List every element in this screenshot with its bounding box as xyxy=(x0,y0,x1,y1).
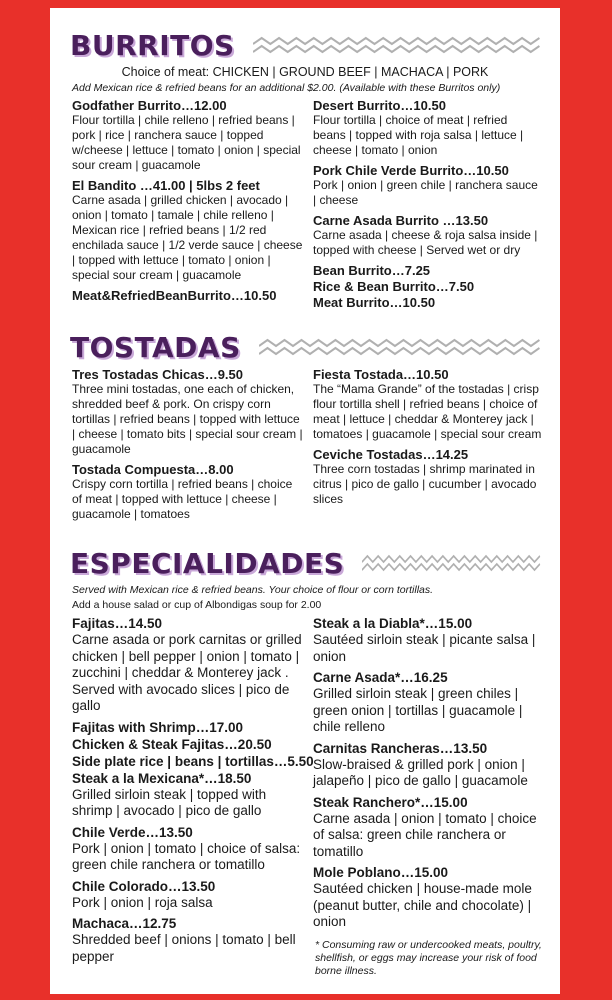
menu-item-description: Slow-braised & grilled pork | onion | jalapeño | pico de gallo | guacamole xyxy=(313,756,528,788)
burritos-header xyxy=(70,28,542,62)
menu-item-name: Fajitas…14.50 xyxy=(72,616,163,631)
tostadas-left-column xyxy=(72,367,304,527)
menu-item-description: Flour tortilla | choice of meat | refried beans | topped with roja salsa | lettuce | cheese | tomato | onion xyxy=(313,113,524,157)
menu-item-name: Pork Chile Verde Burrito…10.50 xyxy=(313,163,509,178)
zigzag-divider-icon xyxy=(253,36,542,54)
menu-item-name: Fiesta Tostada…10.50 xyxy=(313,367,449,382)
menu-item-name: Chile Colorado…13.50 xyxy=(72,878,216,894)
menu-item-name: Desert Burrito…10.50 xyxy=(313,98,446,113)
menu-item-name: Carne Asada Burrito …13.50 xyxy=(313,213,489,228)
menu-item-description: Carne asada or pork carnitas or grilled chicken | bell pepper | onion | tomato | zucchini | cheddar & Monterey jack . Served with avocado slices | pico de gallo xyxy=(72,632,302,713)
menu-item xyxy=(313,279,543,294)
menu-item-name: Godfather Burrito…12.00 xyxy=(72,98,227,113)
menu-item-name: Machaca…12.75 xyxy=(72,916,177,931)
menu-item-description: Pork | onion | roja salsa xyxy=(72,894,213,910)
menu-item xyxy=(313,98,543,158)
burritos-right-column xyxy=(313,98,543,311)
menu-item-description: Three corn tostadas | shrimp marinated in citrus | pico de gallo | cucumber | avocado slices xyxy=(313,462,537,506)
menu-item-description: Carne asada | onion | tomato | choice of salsa: green chile ranchera or tomatillo xyxy=(313,810,537,859)
menu-item xyxy=(72,720,308,736)
menu-item xyxy=(72,916,308,965)
menu-item-name: Mole Poblano…15.00 xyxy=(313,865,449,880)
menu-item xyxy=(313,263,543,278)
menu-item xyxy=(313,741,545,790)
menu-item xyxy=(72,825,308,874)
menu-item-name: Chile Verde…13.50 xyxy=(72,824,193,840)
burritos-addon-note: Add Mexican rice & refried beans for an additional $2.00. (Available with these Burritos only) xyxy=(72,82,501,94)
tostadas-title: TOSTADAS xyxy=(70,330,241,364)
menu-item xyxy=(72,753,314,770)
menu-item-name: Fajitas with Shrimp…17.00 xyxy=(72,719,244,735)
especialidades-right-column xyxy=(313,616,545,978)
menu-item-name: Steak Ranchero*…15.00 xyxy=(313,794,468,810)
menu-item xyxy=(313,163,543,208)
burritos-meat-choice: Choice of meat: CHICKEN | GROUND BEEF | MACHACA | PORK xyxy=(121,65,489,79)
especialidades-title: ESPECIALIDADES xyxy=(70,546,345,580)
menu-item-description: Crispy corn tortilla | refried beans | choice of meat | topped with lettuce | cheese | guacamole | tomatoes xyxy=(72,477,293,521)
zigzag-divider-icon xyxy=(362,554,542,572)
menu-item-description: Three mini tostadas, one each of chicken, shredded beef & pork. On crispy corn tortillas | refried beans | topped with lettuce | cheese | tomato bits | special sour cream | guacamole xyxy=(72,382,303,456)
menu-item-description: Carne asada | grilled chicken | avocado | onion | tomato | tamale | chile relleno | Mexican rice | refried beans | 1/2 red enchilada sauce | 1/2 verde sauce | cheese | topped with lettuce | tomato | onion | special sour cream | guacamole xyxy=(72,193,303,282)
especialidades-served-note: Served with Mexican rice & refried beans. Your choice of flour or corn tortillas. xyxy=(72,584,434,596)
menu-item-name: Steak a la Mexicana*…18.50 xyxy=(72,770,252,786)
menu-item-name: El Bandito …41.00 | 5lbs 2 feet xyxy=(72,178,260,193)
menu-item-name: Carne Asada*…16.25 xyxy=(313,670,448,685)
menu-item xyxy=(72,771,308,820)
menu-item xyxy=(313,865,545,931)
menu-item-name: Tostada Compuesta…8.00 xyxy=(72,462,234,477)
menu-item-name: Bean Burrito…7.25 xyxy=(313,263,431,278)
menu-item xyxy=(72,288,304,303)
menu-item xyxy=(72,367,304,457)
menu-item xyxy=(72,616,308,715)
menu-item xyxy=(72,879,308,912)
especialidades-right-items xyxy=(313,616,545,931)
menu-item-name: Chicken & Steak Fajitas…20.50 xyxy=(72,736,272,752)
menu-item-name: Meat&RefriedBeanBurrito…10.50 xyxy=(72,288,277,303)
menu-item-description: Pork | onion | tomato | choice of salsa: green chile ranchera or tomatillo xyxy=(72,840,301,872)
menu-item-description: Pork | onion | green chile | ranchera sauce | cheese xyxy=(313,178,538,207)
menu-item-description: Carne asada | cheese & roja salsa inside | topped with cheese | Served wet or dry xyxy=(313,228,538,257)
menu-item-description: Grilled sirloin steak | green chiles | green onion | tortillas | guacamole | chile relleno xyxy=(313,686,523,734)
menu-item-description: Flour tortilla | chile relleno | refried beans | pork | rice | ranchera sauce | topped w/cheese | lettuce | tomato | onion | special sour cream | guacamole xyxy=(72,113,301,172)
menu-item xyxy=(313,670,545,736)
menu-item-name: Side plate rice | beans | tortillas…5.50 xyxy=(72,753,314,769)
menu-item-description: The “Mama Grande” of the tostadas | crisp flour tortilla shell | refried beans | choice of meat | lettuce | cheddar & Monterey jack | tomatoes | guacamole | special sour cream xyxy=(313,382,542,441)
menu-item-name: Tres Tostadas Chicas…9.50 xyxy=(72,367,244,382)
menu-item-name: Rice & Bean Burrito…7.50 xyxy=(313,279,475,294)
menu-item-name: Carnitas Rancheras…13.50 xyxy=(313,740,488,756)
menu-item xyxy=(313,367,543,442)
food-safety-footnote: * Consuming raw or undercooked meats, poultry, shellfish, or eggs may increase your risk of food borne illness. xyxy=(315,938,542,977)
menu-item xyxy=(313,447,543,507)
tostadas-header xyxy=(70,330,542,364)
especialidades-addon-note: Add a house salad or cup of Albondigas soup for 2.00 xyxy=(72,599,322,611)
menu-page xyxy=(50,8,560,994)
menu-item xyxy=(72,98,304,173)
menu-item-name: Meat Burrito…10.50 xyxy=(313,295,436,310)
menu-item xyxy=(72,462,304,522)
menu-item xyxy=(313,295,543,310)
menu-item xyxy=(313,616,545,665)
burritos-title: BURRITOS xyxy=(70,28,235,62)
menu-item-description: Sautéed chicken | house-made mole (peanut butter, chile and chocolate) | onion xyxy=(313,881,532,929)
especialidades-left-column xyxy=(72,616,314,970)
menu-item xyxy=(72,178,304,283)
menu-item xyxy=(72,737,308,753)
menu-item-description: Shredded beef | onions | tomato | bell pepper xyxy=(72,932,296,964)
burritos-left-column xyxy=(72,98,304,304)
menu-item xyxy=(313,213,543,258)
tostadas-right-column xyxy=(313,367,543,512)
especialidades-header xyxy=(70,546,542,580)
menu-item xyxy=(313,795,545,861)
menu-item-description: Grilled sirloin steak | topped with shrimp | avocado | pico de gallo xyxy=(72,786,267,818)
menu-item-description: Sautéed sirloin steak | picante salsa | onion xyxy=(313,632,536,664)
zigzag-divider-icon xyxy=(259,338,542,356)
menu-item-name: Ceviche Tostadas…14.25 xyxy=(313,447,469,462)
menu-item-name: Steak a la Diabla*…15.00 xyxy=(313,616,473,631)
